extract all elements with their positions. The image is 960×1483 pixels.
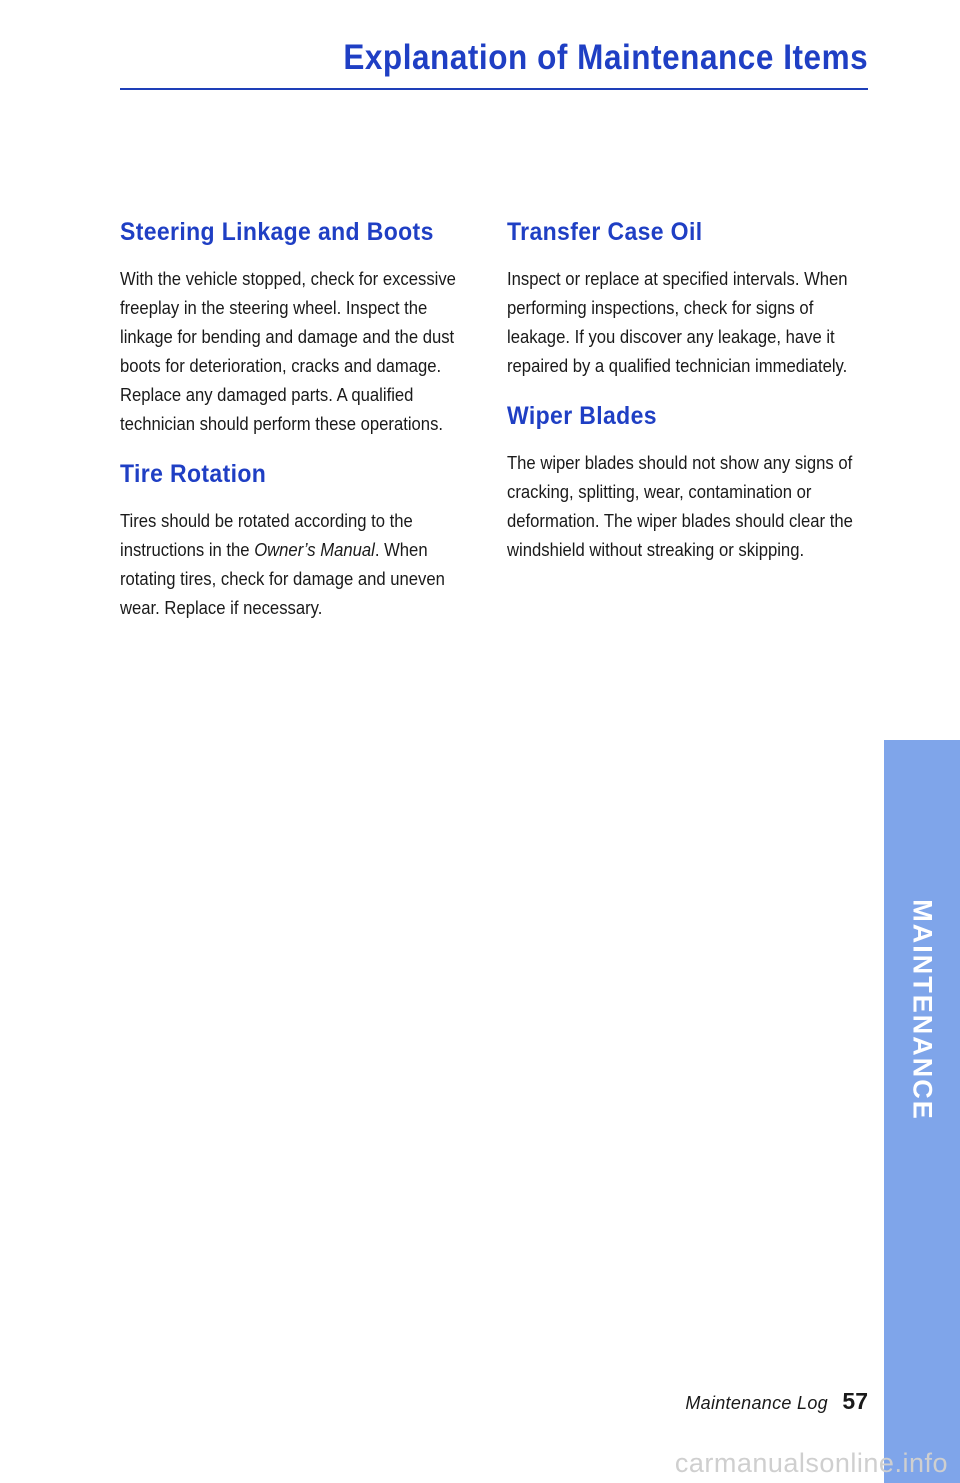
watermark: carmanualsonline.info — [674, 1448, 948, 1478]
section-steering-linkage — [120, 212, 480, 438]
section-wiper-blades — [507, 396, 867, 564]
section-transfer-case-oil — [507, 212, 867, 380]
footer-label: Maintenance Log — [685, 1393, 828, 1413]
left-column — [120, 212, 480, 638]
manual-reference: Owner’s Manual — [254, 539, 375, 560]
side-tab-maintenance — [884, 740, 960, 1483]
section-tire-rotation — [120, 454, 480, 622]
section-body — [120, 506, 473, 622]
right-column — [507, 212, 867, 580]
section-heading: Transfer Case Oil — [507, 218, 703, 246]
page-header — [120, 34, 868, 90]
body-text: . When rotating tires, check for damage and uneven wear. Replace if necessary. — [120, 539, 445, 618]
side-tab-label: MAINTENANCE — [907, 899, 938, 1121]
section-body: The wiper blades should not show any signs of cracking, splitting, wear, contamination or deformation. The wiper blades should clear the windshield without streaking or skipping. — [507, 452, 853, 560]
page-footer — [685, 1388, 868, 1415]
body-text: Tires should be rotated according to the instructions in the — [120, 510, 413, 560]
page-title: Explanation of Maintenance Items — [343, 38, 868, 77]
section-heading: Steering Linkage and Boots — [120, 218, 434, 246]
section-body: With the vehicle stopped, check for excessive freeplay in the steering wheel. Inspect the linkage for bending and damage and the dust boots for deterioration, cracks and damage. Replace any damaged parts. A qualified technician should perform these operations. — [120, 268, 456, 434]
section-body: Inspect or replace at specified intervals. When performing inspections, check for signs of leakage. If you discover any leakage, have it repaired by a qualified technician immediately. — [507, 268, 848, 376]
page-number: 57 — [842, 1388, 868, 1414]
section-heading: Tire Rotation — [120, 460, 267, 488]
section-heading: Wiper Blades — [507, 402, 657, 430]
